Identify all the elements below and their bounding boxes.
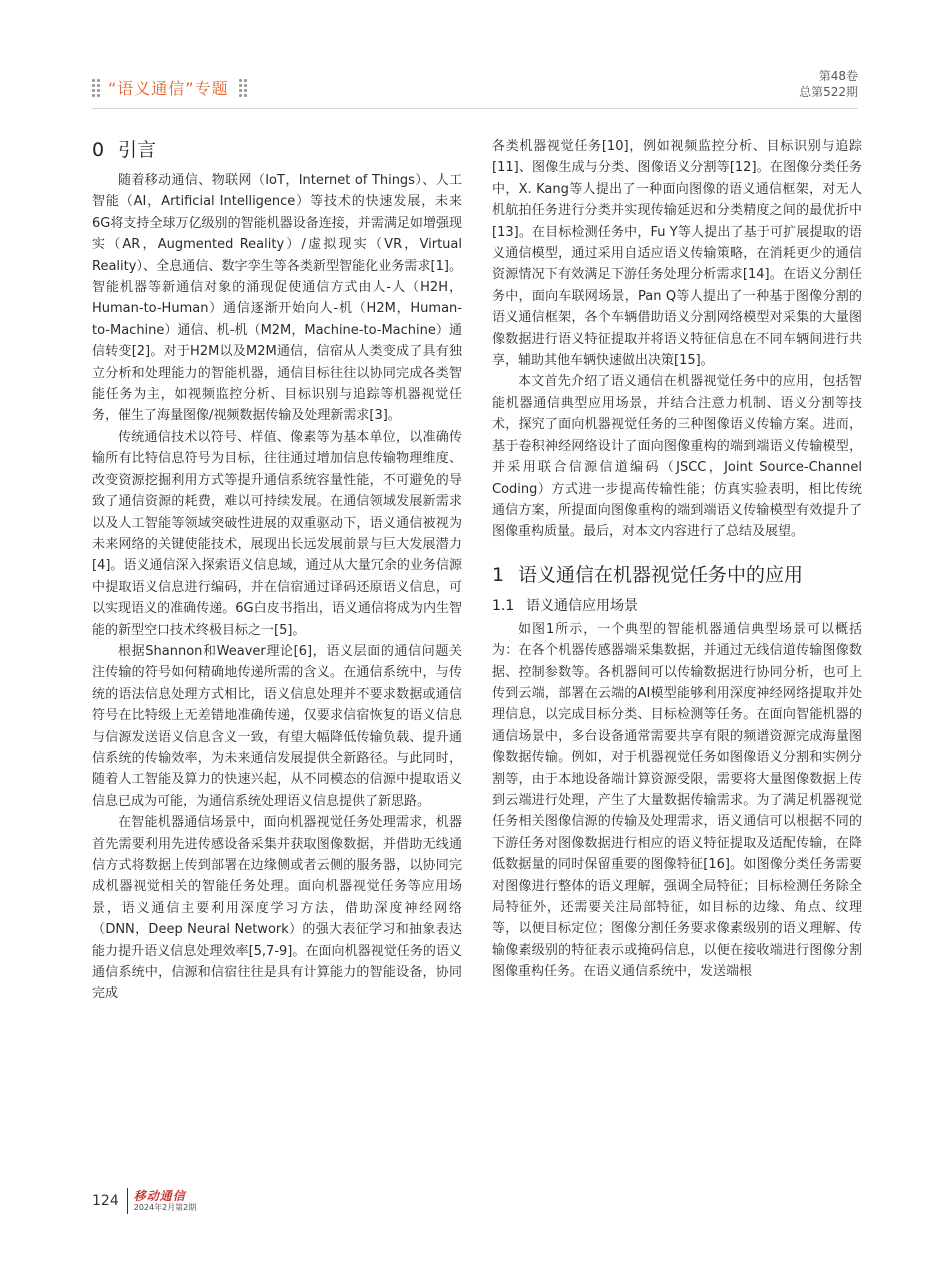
page-number: 124: [92, 1193, 119, 1209]
special-topic-title: “语义通信”专题: [108, 79, 229, 98]
paragraph-continued: 各类机器视觉任务[10]，例如视频监控分析、目标识别与追踪[11]、图像生成与分类、图像语义分割等[12]。在图像分类任务中，X. Kang等人提出了一种面向图像的语义通信框架，对无人机航拍任务进行分类并实现传输延迟和分类精度之间的最优折中[13]。在目标检测任务中，Fu Y等人提出了基于可扩展提取的语义通信模型，通过采用自适应语义传输策略，在消耗更少的通信资源情况下有效满足下游任务处理分析需求[14]。在语义分割任务中，面向车联网场景，Pan Q等人提出了一种基于图像分割的语义通信框架，各个车辆借助语义分割网络模型对采集的大量图像数据进行语义特征提取并将语义特征信息在不同车辆间进行共享，辅助其他车辆快速做出决策[15]。: [492, 139, 862, 369]
paragraph: 随着移动通信、物联网（IoT，Internet of Things）、人工智能（AI，Artificial Intelligence）等技术的快速发展，未来6G将支持全球万亿级别的智能机器设备连接，并需满足如增强现实（AR，Augmented Reality）/虚拟现实（VR，Virtual Reality）、全息通信、数字孪生等各类新型智能化业务需求[1]。智能机器等新通信对象的涌现促使通信方式由人-人（H2H，Human-to-Human）通信逐渐开始向人-机（H2M，Human-to-Machine）通信、机-机（M2M，Machine-to-Machine）通信转变[2]。对于H2M以及M2M通信，信宿从人类变成了具有独立分析和处理能力的智能机器，通信目标往往以协同完成各类智能任务为主，如视频监控分析、目标识别与追踪等机器视觉任务，催生了海量图像/视频数据传输及处理新需求[3]。: [92, 173, 462, 424]
journal-issue: 2024年2月第2期: [133, 1203, 197, 1212]
subsection-heading-scenarios: [492, 595, 862, 617]
dots-left-icon: [92, 79, 100, 97]
journal-info: [134, 1189, 197, 1213]
section-number: 0: [92, 139, 105, 161]
article-body: [92, 136, 862, 1171]
paragraph: 传统通信技术以符号、样值、像素等为基本单位，以准确传输所有比特信息符号为目标，往往通过增加信息传输物理维度、改变资源挖掘利用方式等提升通信系统容量性能，不可避免的导致了通信资源的耗费，难以可持续发展。在通信领域发展新需求以及人工智能等领域突破性进展的双重驱动下，语义通信被视为未来网络的关键使能技术，展现出长远发展前景与巨大发展潜力[4]。语义通信深入探索语义信息域，通过从大量冗余的业务信源中提取语义信息进行编码，并在信宿通过译码还原语义信息，可以实现语义的准确传递。6G白皮书指出，语义通信将成为内生智能的新型空口技术终极目标之一[5]。: [92, 429, 462, 638]
dots-right-icon: [239, 79, 247, 97]
paragraph: 在智能机器通信场景中，面向机器视觉任务处理需求，机器首先需要利用先进传感设备采集并获取图像数据，并借助无线通信方式将数据上传到部署在边缘侧或者云侧的服务器，以协同完成机器视觉相关的智能任务处理。面向机器视觉任务等应用场景，语义通信主要利用深度学习方法，借助深度神经网络（DNN，Deep Neural Network）的强大表征学习和抽象表达能力提升语义信息处理效率[5,7-9]。在面向机器视觉任务的语义通信系统中，信源和信宿往往是具有计算能力的智能设备，协同完成: [92, 815, 462, 1002]
page-footer: [92, 1186, 196, 1216]
paragraph: 本文首先介绍了语义通信在机器视觉任务中的应用，包括智能机器通信典型应用场景，并结合注意力机制、语义分割等技术，探究了面向机器视觉任务的三种图像语义传输方案。进而，基于卷积神经网络设计了面向图像重构的端到端语义传输模型，并采用联合信源信道编码（JSCC，Joint Source-Channel Coding）方式进一步提高传输性能；仿真实验表明，相比传统通信方案，所提面向图像重构的端到端语义传输模型有效提升了图像重构质量。最后，对本文内容进行了总结及展望。: [492, 374, 862, 540]
section-number: 1: [492, 563, 505, 586]
paragraph: 如图1所示，一个典型的智能机器通信典型场景可以概括为：在各个机器传感器端采集数据，并通过无线信道传输图像数据、控制参数等。各机器间可以传输数据进行协同分析，也可上传到云端，部署在云端的AI模型能够利用深度神经网络提取并处理信息，以完成目标分类、目标检测等任务。在面向智能机器的通信场景中，多台设备通常需要共享有限的频谱资源完成海量图像数据传输。例如，对于机器视觉任务如图像语义分割和实例分割等，由于本地设备端计算资源受限，需要将大量图像数据上传到云端进行处理，产生了大量数据传输需求。为了满足机器视觉任务相关图像信源的传输及处理需求，语义通信可以根据不同的下游任务对图像数据进行相应的语义特征提取及适配传输，在降低数据量的同时保留重要的图像特征[16]。如图像分类任务需要对图像进行整体的语义理解，强调全局特征；目标检测任务除全局特征外，还需要关注局部特征，如目标的边缘、角点、纹理等，以便目标定位；图像分割任务要求像素级别的语义理解、传输像素级别的特征表示或掩码信息，以便在接收端进行图像分割图像重构任务。在语义通信系统中，发送端根: [492, 621, 862, 980]
section-title: 语义通信在机器视觉任务中的应用: [518, 563, 804, 586]
header-divider: [92, 108, 858, 109]
running-header: [92, 68, 858, 108]
journal-logo: 移动通信: [133, 1189, 186, 1203]
subsection-number: 1.1: [492, 597, 515, 614]
section-heading-applications: [492, 561, 862, 589]
volume-number: 第48卷: [818, 69, 858, 83]
left-column: [92, 136, 462, 1171]
section-heading-introduction: [92, 136, 462, 164]
section-title: 引言: [118, 139, 157, 161]
total-issue-number: 总第522期: [799, 85, 858, 99]
issue-info: [799, 68, 858, 100]
paragraph: 根据Shannon和Weaver理论[6]，语义层面的通信问题关注传输的符号如何精确地传递所需的含义。在通信系统中，与传统的语法信息处理方式相比，语义信息处理并不要求数据或通信符号在比特级上无差错地准确传递，仅要求信宿恢复的语义信息与信源发送语义信息含义一致，有望大幅降低传输负载、提升通信系统的传输效率，为未来通信发展提供全新路径。与此同时，随着人工智能及算力的快速兴起，从不同模态的信源中提取语义信息已成为可能，为通信系统处理语义信息提供了新思路。: [92, 643, 462, 809]
topic-label: [92, 76, 247, 99]
right-column: [492, 136, 862, 1171]
footer-divider: [127, 1188, 128, 1214]
subsection-title: 语义通信应用场景: [526, 597, 638, 614]
